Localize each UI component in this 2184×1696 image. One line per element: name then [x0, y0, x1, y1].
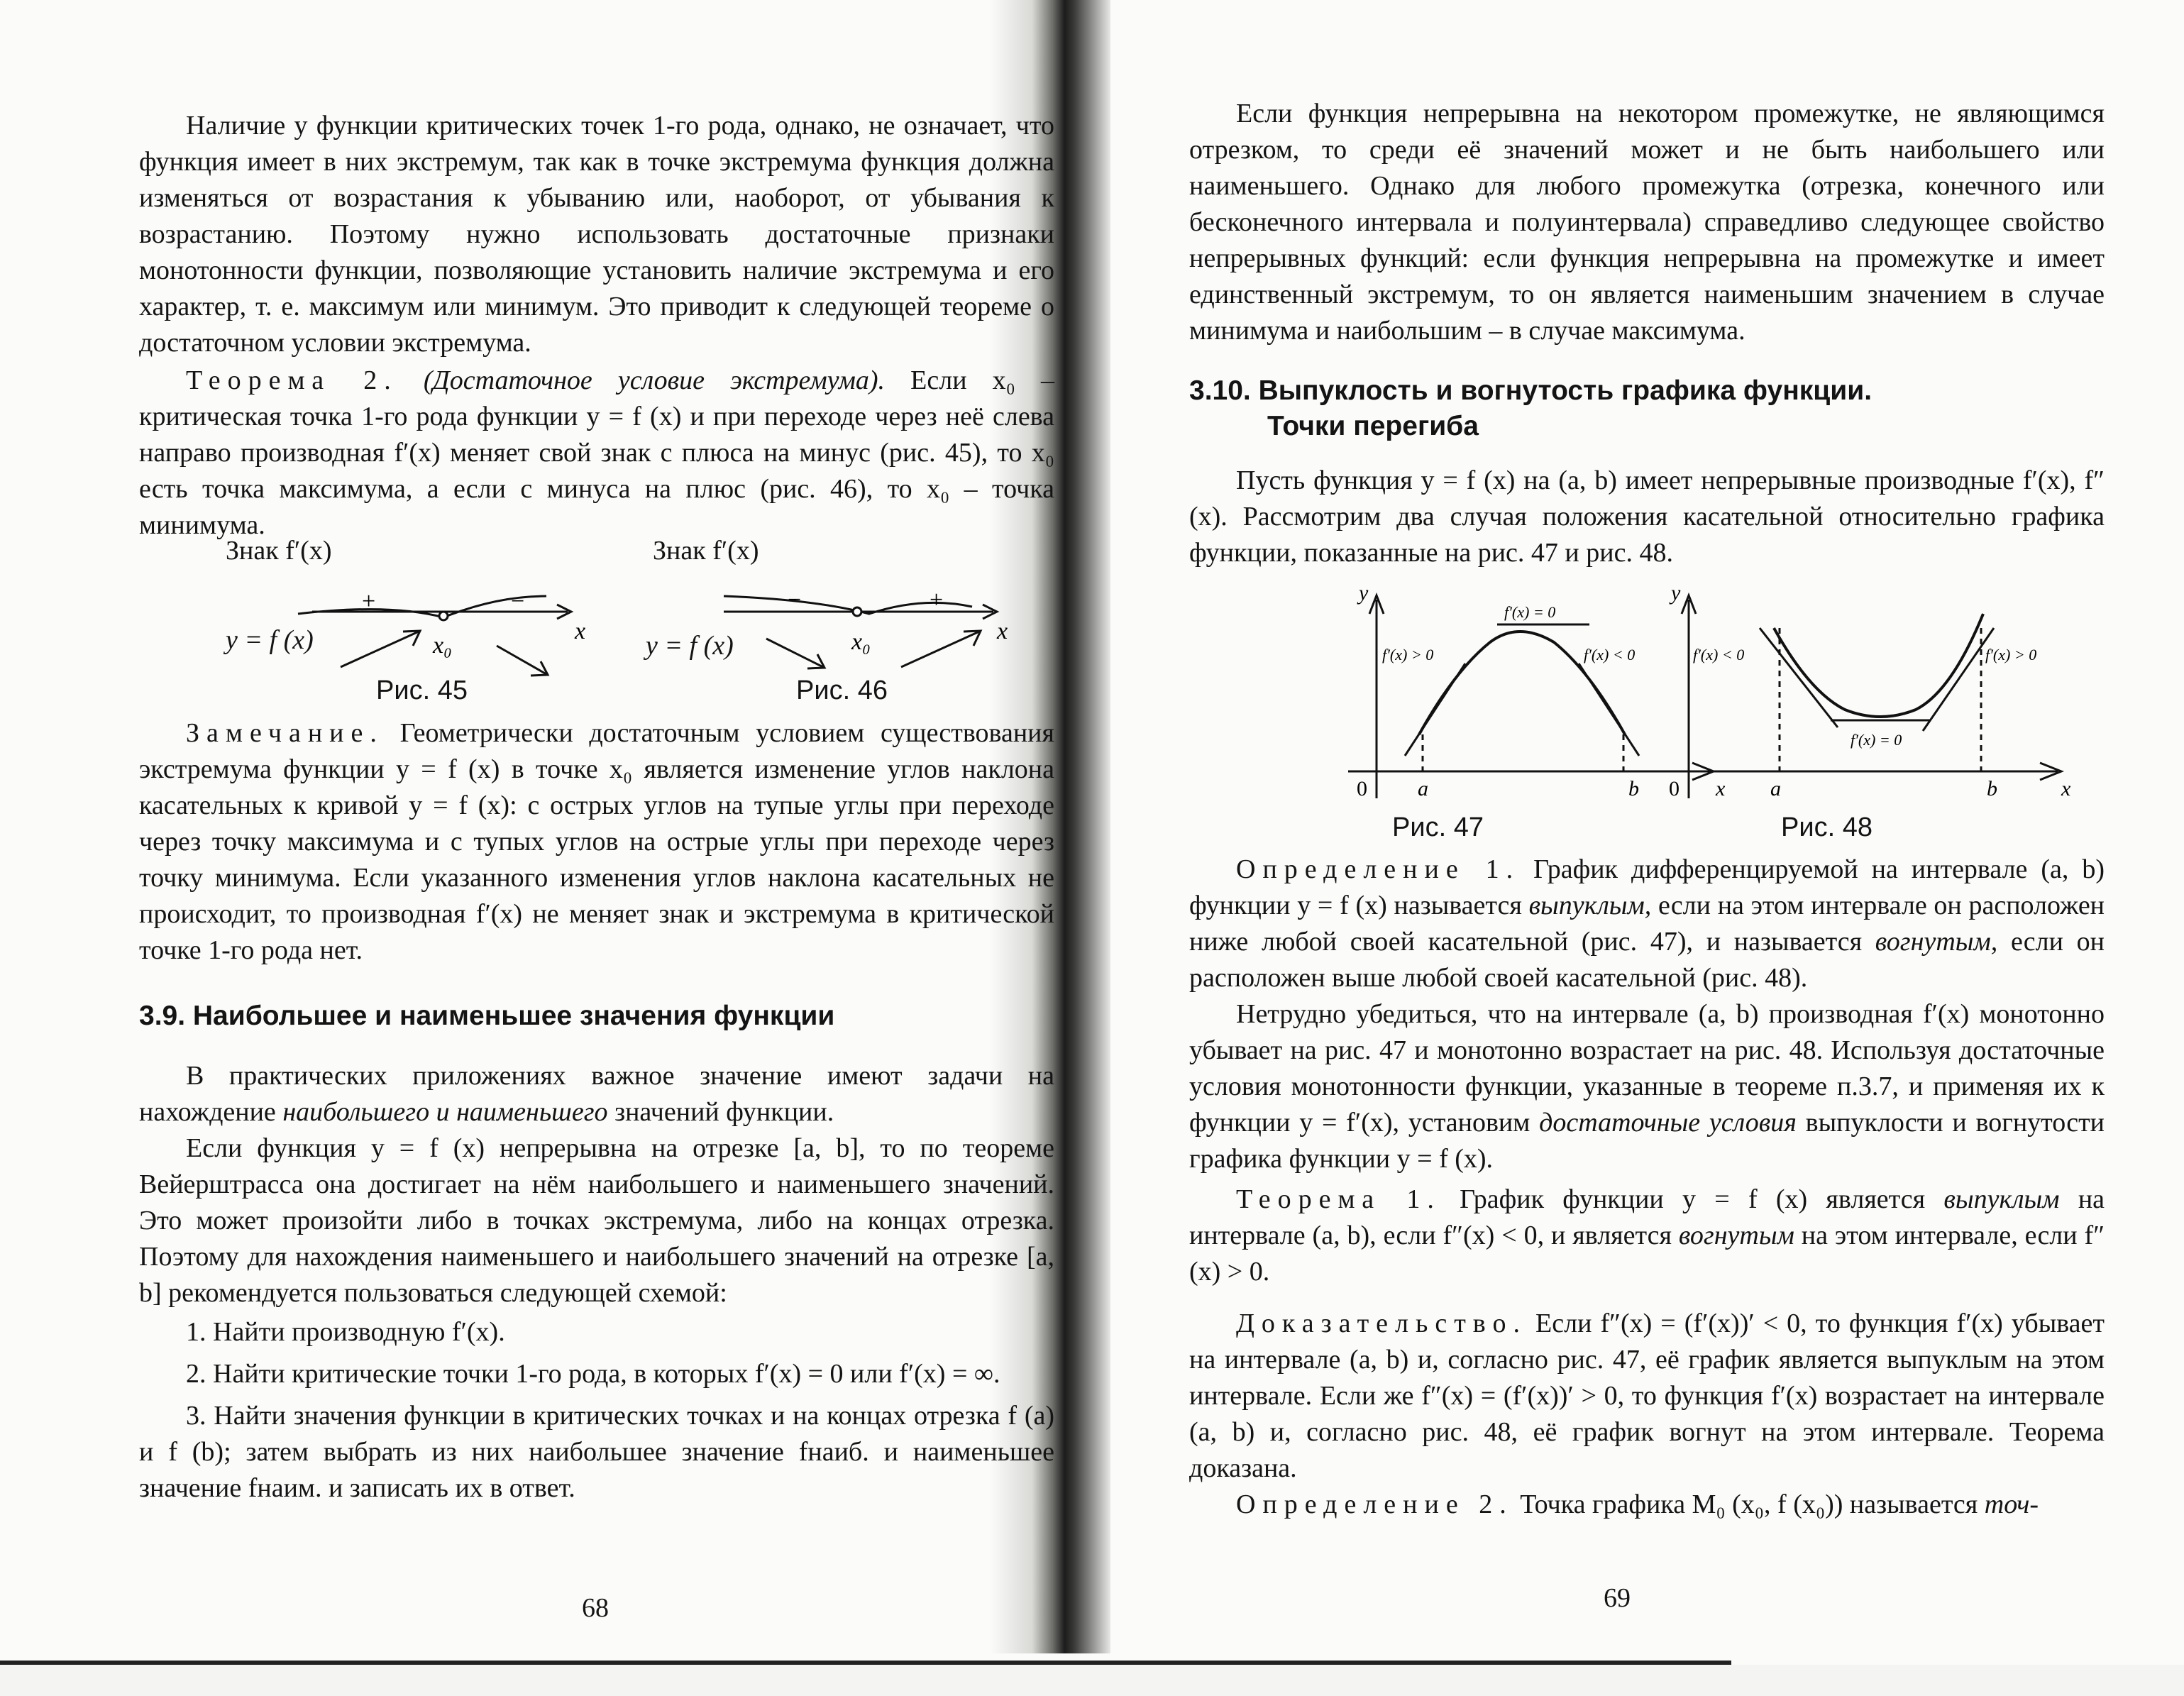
- practical-emphasis: наибольшего и наименьшего: [282, 1097, 608, 1127]
- theorem-2-text: Если x₀ – критическая точка 1-го рода функции y = f (x) и при переходе через неё слева направо производная f′(x) меняет свой знак с плюса на минус (рис. 45), то x₀ есть точка максимума, а если с минуса на плюс (рис. 46), то x₀ – точка минимума.: [139, 365, 1055, 540]
- section-3-10-heading-line1: 3.10. Выпуклость и вогнутость графика функции.: [1189, 375, 1873, 406]
- fig45-x0-label: x₀: [433, 632, 452, 659]
- left-text-top: [139, 108, 1054, 544]
- figure-48: [1625, 585, 2079, 813]
- fig48-y-label: y: [1671, 585, 1681, 605]
- fig46-caption: Рис. 46: [796, 676, 888, 705]
- fig47-caption: Рис. 47: [1392, 813, 1484, 842]
- theorem-2: [139, 363, 1054, 544]
- right-page: [1100, 0, 2184, 1653]
- definition-2: [1189, 1487, 2105, 1523]
- remark-label: Замечание.: [186, 718, 384, 748]
- easy-emphasis: достаточные условия: [1539, 1108, 1797, 1138]
- definition-1-label: Определение 1.: [1236, 854, 1521, 884]
- right-para-continuous: Если функция непрерывна на некотором промежутке, не являющимся отрезком, то среди её значений может и не быть наибольшего или наименьшего. Однако для любого промежутка (отрезка, конечного или бесконечного интервала и полуинтервала) справедливо следующее свойство непрерывных функций: если функция непрерывна на промежутке и имеет единственный экстремум, то он является наименьшим значением в случае минимума и наибольшим – в случае максимума.: [1189, 99, 2105, 346]
- fig47-origin-label: 0: [1357, 777, 1367, 800]
- definition-2-label: Определение 2.: [1236, 1489, 1513, 1519]
- fig45-upper-curve: [298, 596, 546, 617]
- fig45-plus-sign: +: [362, 588, 376, 615]
- theorem-1-text-b: на интервале (a, b), если f″(x) < 0, и является: [1189, 1184, 2105, 1250]
- practical-text-1: В практических приложениях важное значение имеют задачи на нахождение: [139, 1061, 1054, 1127]
- fig48-b-label: b: [1987, 777, 1997, 800]
- theorem-1-label: Теорема 1.: [1236, 1184, 1441, 1214]
- fig45-rising-arrow: [341, 632, 419, 667]
- fig48-tangent-left: [1760, 628, 1838, 727]
- right-para-derivatives: Пусть функция y = f (x) на (a, b) имеет непрерывные производные f′(x), f″(x). Рассмотрим два случая положения касательной относительно графика функции, показанные на рис. 47 и рис. 48.: [1189, 466, 2105, 568]
- remark-text: Геометрически достаточным условием существования экстремума функции y = f (x) в точке x₀ является изменение углов наклона касательных к кривой y = f (x): с острых углов на тупые углы при переходе через точку максимума и с тупых углов на острые углы при переходе через точку минимума. Если указанного изменения углов наклона касательных не происходит, то производная f′(x) не меняет знак и экстремума в критической точке 1-го рода нет.: [139, 718, 1054, 965]
- fig48-x-label: x: [2061, 777, 2071, 800]
- fig48-right-label: f′(x) > 0: [1985, 646, 2037, 663]
- definition-1-text-b: если на этом интервале он расположен ниже любой своей касательной (рис. 47), и называется: [1189, 891, 2105, 957]
- fig47-b-label: b: [1628, 777, 1639, 800]
- fig46-critical-point: [853, 607, 861, 616]
- fig47-y-label: y: [1359, 585, 1369, 605]
- figure-46: [639, 575, 1036, 681]
- theorem-2-title: (Достаточное условие экстремума).: [423, 365, 886, 395]
- fig45-falling-arrow: [497, 646, 546, 674]
- fig45-function-label: y = f (x): [226, 625, 314, 655]
- right-para-easy: [1189, 996, 2105, 1177]
- fig48-concave-curve: [1774, 614, 1983, 717]
- fig46-plus-sign: +: [930, 587, 944, 613]
- definition-1-convex: выпуклым,: [1528, 891, 1652, 920]
- fig46-falling-arrow: [766, 639, 823, 667]
- easy-text-a: Нетрудно убедиться, что на интервале (a, b) производная f′(x) монотонно убывает на рис. 47 и монотонно возрастает на рис. 48. Используя достаточные условия монотонности функции, указанные в теореме п.3.7, и применяя их к функции y = f′(x), установим: [1189, 999, 2105, 1138]
- fig48-origin-label: 0: [1669, 777, 1680, 800]
- left-page: [0, 0, 1093, 1653]
- fig47-x-label: x: [1716, 777, 1726, 800]
- fig47-a-label: a: [1418, 777, 1428, 800]
- right-page-number: 69: [1604, 1583, 1631, 1613]
- fig45-caption: Рис. 45: [376, 676, 468, 705]
- left-para-critical-points: Наличие у функции критических точек 1-го рода, однако, не означает, что функция имеет в них экстремум, так как в точке экстремума функция должна изменяться от возрастания к убыванию или, наоборот, от убывания к возрастанию. Поэтому нужно использовать достаточные признаки монотонности функции, позволяющие установить наличие экстремума и его характер, т. е. максимум или минимум. Это приводит к следующей теореме о достаточном условии экстремума.: [139, 111, 1054, 358]
- scheme-steps: [139, 1314, 1054, 1507]
- definition-2-emphasis: точ-: [1984, 1489, 2039, 1519]
- section-3-10-heading-line2: Точки перегиба: [1267, 411, 1479, 441]
- left-page-number: 68: [582, 1593, 609, 1623]
- fig47-top-label: f′(x) = 0: [1504, 603, 1556, 621]
- definition-2-text: Точка графика M₀ (x₀, f (x₀)) называется: [1520, 1489, 1978, 1519]
- fig46-x-label: x: [997, 618, 1008, 644]
- definition-1-text-c: если он расположен выше любой своей касательной (рис. 48).: [1189, 927, 2105, 993]
- practical-text-2: значений функции.: [614, 1097, 834, 1127]
- theorem-1-convex: выпуклым: [1943, 1184, 2060, 1214]
- fig46-x0-label: x₀: [851, 629, 871, 655]
- fig45-sign-label: Знак f′(x): [226, 536, 332, 566]
- left-para-practical: [139, 1058, 1054, 1130]
- fig45-minus-sign: −: [511, 588, 525, 615]
- fig46-function-label: y = f (x): [646, 631, 734, 661]
- fig48-a-label: a: [1770, 777, 1781, 800]
- right-text-bottom: [1189, 852, 2105, 1523]
- fig48-caption: Рис. 48: [1781, 813, 1873, 842]
- definition-1-concave: вогнутым,: [1875, 927, 1998, 957]
- theorem-2-label: Теорема 2.: [186, 365, 398, 395]
- fig45-critical-point: [439, 612, 448, 620]
- definition-1-text-a: График дифференцируемой на интервале (a, b) функции y = f (x) называется: [1189, 854, 2105, 920]
- fig46-minus-sign: −: [788, 587, 802, 613]
- fig47-right-label: f′(x) < 0: [1584, 646, 1636, 663]
- theorem-1: [1189, 1182, 2105, 1290]
- scheme-step-1: 1. Найти производную f′(x).: [186, 1317, 505, 1347]
- fig46-rising-arrow: [901, 632, 979, 667]
- proof-text: Если f″(x) = (f′(x))′ < 0, то функция f′(x) убывает на интервале (a, b) и, согласно рис. 47, её график является выпуклым на этом интервале. Если же f″(x) = (f′(x))′ > 0, то функция f′(x) возрастает на интервале (a, b) и, согласно рис. 48, её график вогнут на этом интервале. Теорема доказана.: [1189, 1309, 2105, 1483]
- scheme-step-3: 3. Найти значения функции в критических точках и на концах отрезка f (a) и f (b); затем выбрать из них наибольшее значение fнаиб. и наименьшее значение fнаим. и записать их в ответ.: [139, 1401, 1054, 1503]
- theorem-1-text-c: на этом интервале, если f″(x) > 0.: [1189, 1221, 2105, 1287]
- theorem-1-text-a: График функции y = f (x) является: [1460, 1184, 1926, 1214]
- remark: [139, 715, 1054, 969]
- section-3-9-heading: 3.9. Наибольшее и наименьшее значения функции: [139, 1001, 835, 1031]
- theorem-1-concave: вогнутым: [1678, 1221, 1794, 1250]
- section-3-10-heading: [1189, 373, 2105, 444]
- right-text-top: [1189, 96, 2105, 571]
- fig46-sign-label: Знак f′(x): [653, 536, 759, 566]
- proof: [1189, 1306, 2105, 1487]
- easy-text-b: выпуклости и вогнутости графика функции y = f (x).: [1189, 1108, 2105, 1174]
- left-para-weierstrass: Если функция y = f (x) непрерывна на отрезке [a, b], то по теореме Вейерштрасса она достигает на нём наибольшего и наименьшего значений. Это может произойти либо в точках экстремума, либо на концах отрезка. Поэтому для нахождения наименьшего и наибольшего значений на отрезке [a, b] рекомендуется пользоваться следующей схемой:: [139, 1133, 1054, 1308]
- fig48-left-label: f′(x) < 0: [1693, 646, 1745, 663]
- definition-1: [1189, 852, 2105, 996]
- fig48-bottom-label: f′(x) = 0: [1851, 731, 1902, 749]
- fig47-left-label: f′(x) > 0: [1382, 646, 1434, 663]
- fig47-tangent-left: [1405, 663, 1465, 756]
- left-text-bottom: [139, 715, 1054, 1507]
- fig45-x-label: x: [575, 618, 586, 644]
- fig48-tangent-right: [1923, 628, 1994, 731]
- proof-label: Доказательство.: [1236, 1309, 1527, 1338]
- scheme-step-2: 2. Найти критические точки 1-го рода, в которых f′(x) = 0 или f′(x) = ∞.: [186, 1359, 1000, 1389]
- scan-bottom-margin: [0, 1665, 2184, 1696]
